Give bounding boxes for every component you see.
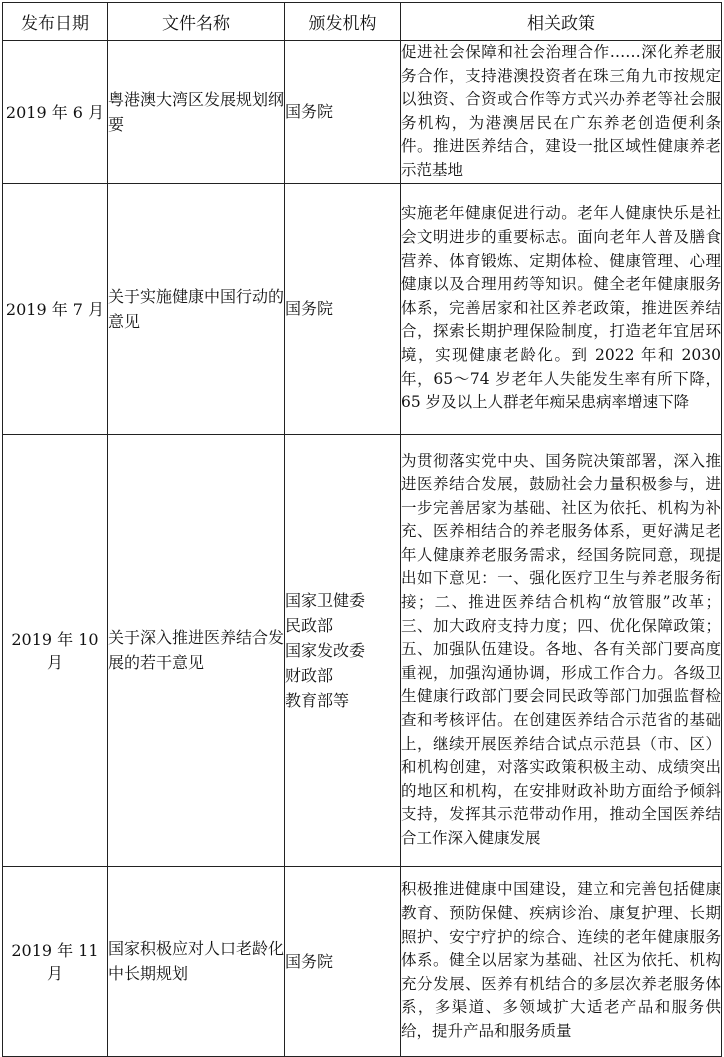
row-issuing-org	[285, 434, 401, 866]
table-row	[3, 41, 722, 184]
org-line: 国务院	[285, 951, 334, 971]
table-row	[3, 866, 722, 1056]
org-line: 国务院	[285, 102, 334, 122]
policy-table	[2, 2, 722, 1057]
header-policy: 相关政策	[401, 3, 722, 41]
table-header-row	[3, 3, 722, 41]
row-issuing-org	[285, 866, 401, 1056]
row-policy: 为贯彻落实党中央、国务院决策部署，深入推进医养结合发展，鼓励社会力量积极参与，进一步完善居家为基础、社区为依托、机构为补充、医养相结合的养老服务体系，更好满足老年人健康养老服务需求，经国务院同意，现提出如下意见：一、强化医疗卫生与养老服务衔接；二、推进医养结合机构“放管服”改革；三、加大政府支持力度；四、优化保障政策；五、加强队伍建设。各地、各有关部门要高度重视，加强沟通协调，形成工作合力。各级卫生健康行政部门要会同民政等部门加强监督检查和考核评估。在创建医养结合示范省的基础上，继续开展医养结合试点示范县（市、区）和机构创建，对落实政策积极主动、成绩突出的地区和机构，在安排财政补助方面给予倾斜支持，发挥其示范带动作用，推动全国医养结合工作深入健康发展	[401, 434, 722, 866]
row-file-name: 关于深入推进医养结合发展的若干意见	[108, 434, 285, 866]
header-date: 发布日期	[3, 3, 108, 41]
row-file-name: 关于实施健康中国行动的意见	[108, 183, 285, 434]
row-policy: 促进社会保障和社会治理合作……深化养老服务合作，支持港澳投资者在珠三角九市按规定以独资、合资或合作等方式兴办养老等社会服务机构，为港澳居民在广东养老创造便利条件。推进医养结合，建设一批区域性健康养老示范基地	[401, 41, 722, 184]
org-line: 民政部	[285, 615, 334, 635]
row-file-name: 国家积极应对人口老龄化中长期规划	[108, 866, 285, 1056]
header-org: 颁发机构	[285, 3, 401, 41]
row-policy: 实施老年健康促进行动。老年人健康快乐是社会文明进步的重要标志。面向老年人普及膳食营养、体育锻炼、定期体检、健康管理、心理健康以及合理用药等知识。健全老年健康服务体系，完善居家和社区养老政策，推进医养结合，探索长期护理保险制度，打造老年宜居环境，实现健康老龄化。到 2022 年和 2030 年，65～74 岁老年人失能发生率有所下降，65 岁及以上人群老年痴呆患病率增速下降	[401, 183, 722, 434]
header-name: 文件名称	[108, 3, 285, 41]
row-date: 2019 年 11 月	[3, 866, 108, 1056]
row-issuing-org	[285, 183, 401, 434]
table-row	[3, 434, 722, 866]
org-line: 国家发改委	[285, 640, 366, 660]
org-line: 国务院	[285, 299, 334, 319]
row-date: 2019 年 10 月	[3, 434, 108, 866]
org-line: 国家卫健委	[285, 590, 366, 610]
row-date: 2019 年 6 月	[3, 41, 108, 184]
row-date: 2019 年 7 月	[3, 183, 108, 434]
row-issuing-org	[285, 41, 401, 184]
row-policy: 积极推进健康中国建设，建立和完善包括健康教育、预防保健、疾病诊治、康复护理、长期照护、安宁疗护的综合、连续的老年健康服务体系。健全以居家为基础、社区为依托、机构充分发展、医养有机结合的多层次养老服务体系，多渠道、多领域扩大适老产品和服务供给，提升产品和服务质量	[401, 866, 722, 1056]
org-line: 财政部	[285, 665, 334, 685]
table-row	[3, 183, 722, 434]
org-line: 教育部等	[285, 690, 350, 710]
row-file-name: 粤港澳大湾区发展规划纲要	[108, 41, 285, 184]
